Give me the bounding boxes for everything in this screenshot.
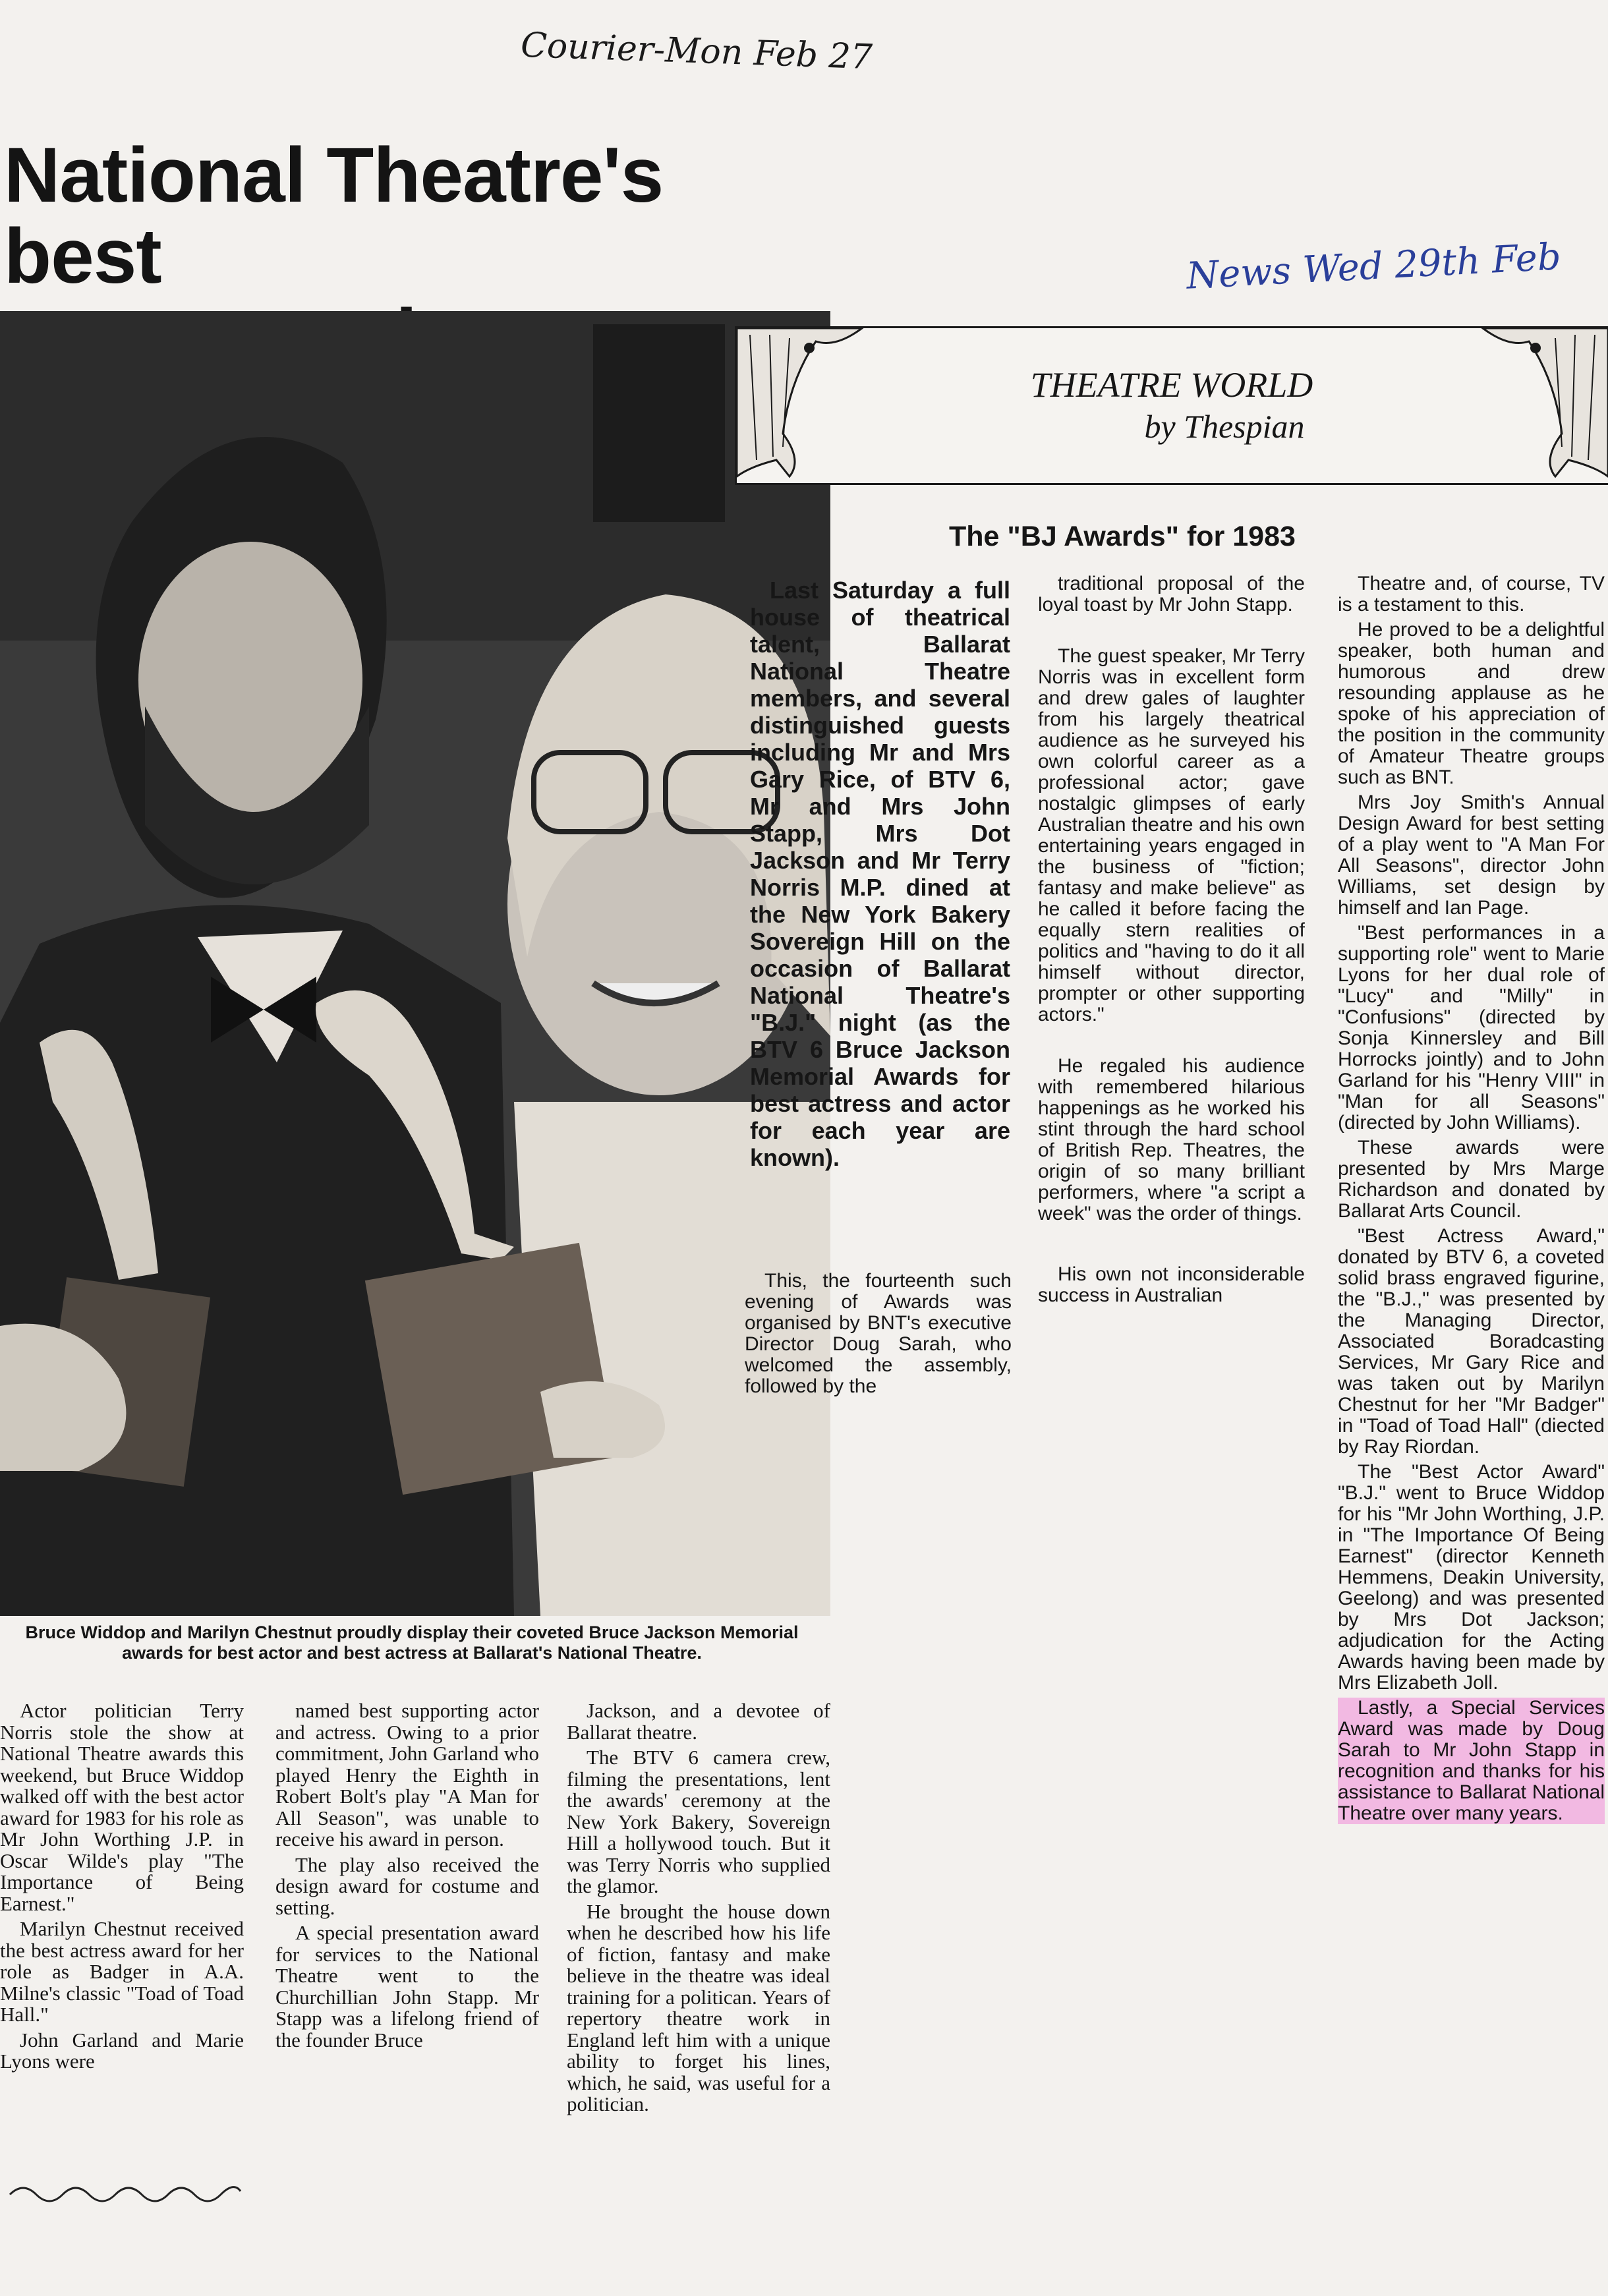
right-col3-para-7: The "Best Actor Award" "B.J." went to Bruce Widdop for his "Mr John Worthing, J.P. in "The Importance Of Being Earnest" (director Kenneth Hemmens, Deakin University, Geelong) and was presented by Mrs Dot Jackson; adjudication for the Acting Awards having been made by Mrs Elizabeth Joll. [1338,1461,1605,1694]
right-col2-para-3: He regaled his audience with remembered hilarious happenings as he worked his stint through the hard school of British Rep. Theatres, the origin of so many brilliant performers, where "a script a week" was the order of things. [1038,1055,1305,1224]
award-winners-photo [0,311,830,1616]
right-headline: The "BJ Awards" for 1983 [949,521,1296,552]
right-col3-para-3: Mrs Joy Smith's Annual Design Award for best setting of a play went to "A Man For All Seasons", director John Williams, set design by himself and Ian Page. [1338,791,1605,919]
handwritten-source-note: News Wed 29th Feb [1185,235,1563,298]
right-col2-para-1: traditional proposal of the loyal toast by Mr John Stapp. [1038,573,1305,616]
right-lead-text: Last Saturday a full house of theatrical talent, Ballarat National Theatre members, and several distinguished guests including Mr and Mrs Gary Rice, of BTV 6, Mr and Mrs John Stapp, Mrs Dot Jackson and Mr Terry Norris M.P. dined at the New York Bakery Sovereign Hill on the occasion of Ballarat National Theatre's "B.J." night (as the BTV 6 Bruce Jackson Memorial Awards for best actress and actor for each year are known). [750,577,1010,1171]
banner-byline: by Thespian [1144,408,1305,445]
right-col2-para-2: The guest speaker, Mr Terry Norris was in excellent form and drew gales of laughter from his largely theatrical audience as he surveyed his own colorful career as a professional actor; gave nostalgic glimpses of early Australian theatre and his own entertaining years engaged in the business of "fiction; fantasy and make believe" as he called it before facing the equally stern realities of politics and "having to do it all himself without director, prompter or other supporting actors." [1038,645,1305,1025]
right-article-column-3 [1338,573,1605,1828]
right-lead-paragraph [750,577,1010,1171]
right-col1-para: This, the fourteenth such evening of Awards was organised by BNT's executive Director Doug Sarah, who welcomed the assembly, followed by the [745,1270,1012,1397]
left-col1-para-1: Actor politician Terry Norris stole the show at National Theatre awards this weekend, but Bruce Widdop walked off with the best actor award for 1983 for his role as Mr John Worthing J.P. in Oscar Wilde's play "The Importance of Being Earnest." [0,1699,244,1915]
left-col1-para-3: John Garland and Marie Lyons were [0,2028,244,2073]
left-article-column-3 [567,1700,830,2119]
award-winners-photo-image [0,311,830,1616]
right-article-column-2 [1038,573,1305,1310]
theatre-world-banner [735,326,1608,485]
left-col2-para-3: A special presentation award for services to the National Theatre went to the Churchillian John Stapp. Mr Stapp was a lifelong friend of the founder Bruce [275,1921,539,2052]
left-col1-para-2: Marilyn Chestnut received the best actress award for her role as Badger in A.A. Milne's classic "Toad of Toad Hall." [0,1917,244,2026]
right-col3-para-5: These awards were presented by Mrs Marge Richardson and donated by Ballarat Arts Council. [1338,1137,1605,1222]
left-col2-para-1: named best supporting actor and actress. Owing to a prior commitment, John Garland who played Henry the Eighth in Robert Bolt's play "A Man for All Season", was unable to receive his award in person. [275,1699,539,1851]
left-article-column-2 [275,1700,539,2055]
handwritten-squiggle [7,2178,244,2204]
right-col2-para-4: His own not inconsiderable success in Australian [1038,1263,1305,1306]
left-col3-para-1: Jackson, and a devotee of Ballarat theatre. [567,1699,830,1744]
left-col3-para-2: The BTV 6 camera crew, filming the presentations, lent the awards' ceremony at the New York Bakery, Sovereign Hill a hollywood touch. But it was Terry Norris who supplied the glamor. [567,1746,830,1897]
right-col1-after-lead [745,1271,1012,1401]
right-col3-para-4: "Best performances in a supporting role" went to Marie Lyons for her dual role of "Lucy" and "Milly" in "Confusions" (directed by Sonja Kinnersley and Bill Horrocks jointly) and to John Garland for his "Henry VIII" in "Man for all Seasons" (directed by John Williams). [1338,922,1605,1134]
highlighted-paragraph: Lastly, a Special Services Award was made by Doug Sarah to Mr John Stapp in recognition and thanks for his assistance to Ballarat National Theatre over many years. [1338,1697,1605,1824]
right-col3-para-1: Theatre and, of course, TV is a testament to this. [1338,573,1605,616]
handwritten-date-note: Courier-Mon Feb 27 [520,25,873,78]
left-col2-para-2: The play also received the design award for costume and setting. [275,1852,539,1919]
photo-caption: Bruce Widdop and Marilyn Chestnut proudly display their coveted Bruce Jackson Memorial awards for best actor and best actress at Ballarat's National Theatre. [25,1622,799,1663]
left-headline-line1: National Theatre's best [4,132,664,300]
left-article-column-1 [0,1700,244,2077]
banner-title: THEATRE WORLD [1030,365,1313,405]
right-col3-para-2: He proved to be a delightful speaker, both human and humorous and drew resounding applause as he spoke of his appreciation of the position in the community of Amateur Theatre groups such as BNT. [1338,619,1605,788]
right-col3-para-6: "Best Actress Award," donated by BTV 6, a coveted solid brass engraved figurine, the "B.J.," was presented by the Managing Director, Associated Boradcasting Services, Mr Gary Rice and was taken out by Marilyn Chestnut for her "Mr Badger" in "Toad of Toad Hall" (diected by Ray Riordan. [1338,1225,1605,1458]
left-col3-para-3: He brought the house down when he described how his life of fiction, fantasy and make believe in the theatre was ideal training for a politican. Years of repertory theatre work in England left him with a unique ability to forget his lines, which, he said, was useful for a politician. [567,1899,830,2115]
